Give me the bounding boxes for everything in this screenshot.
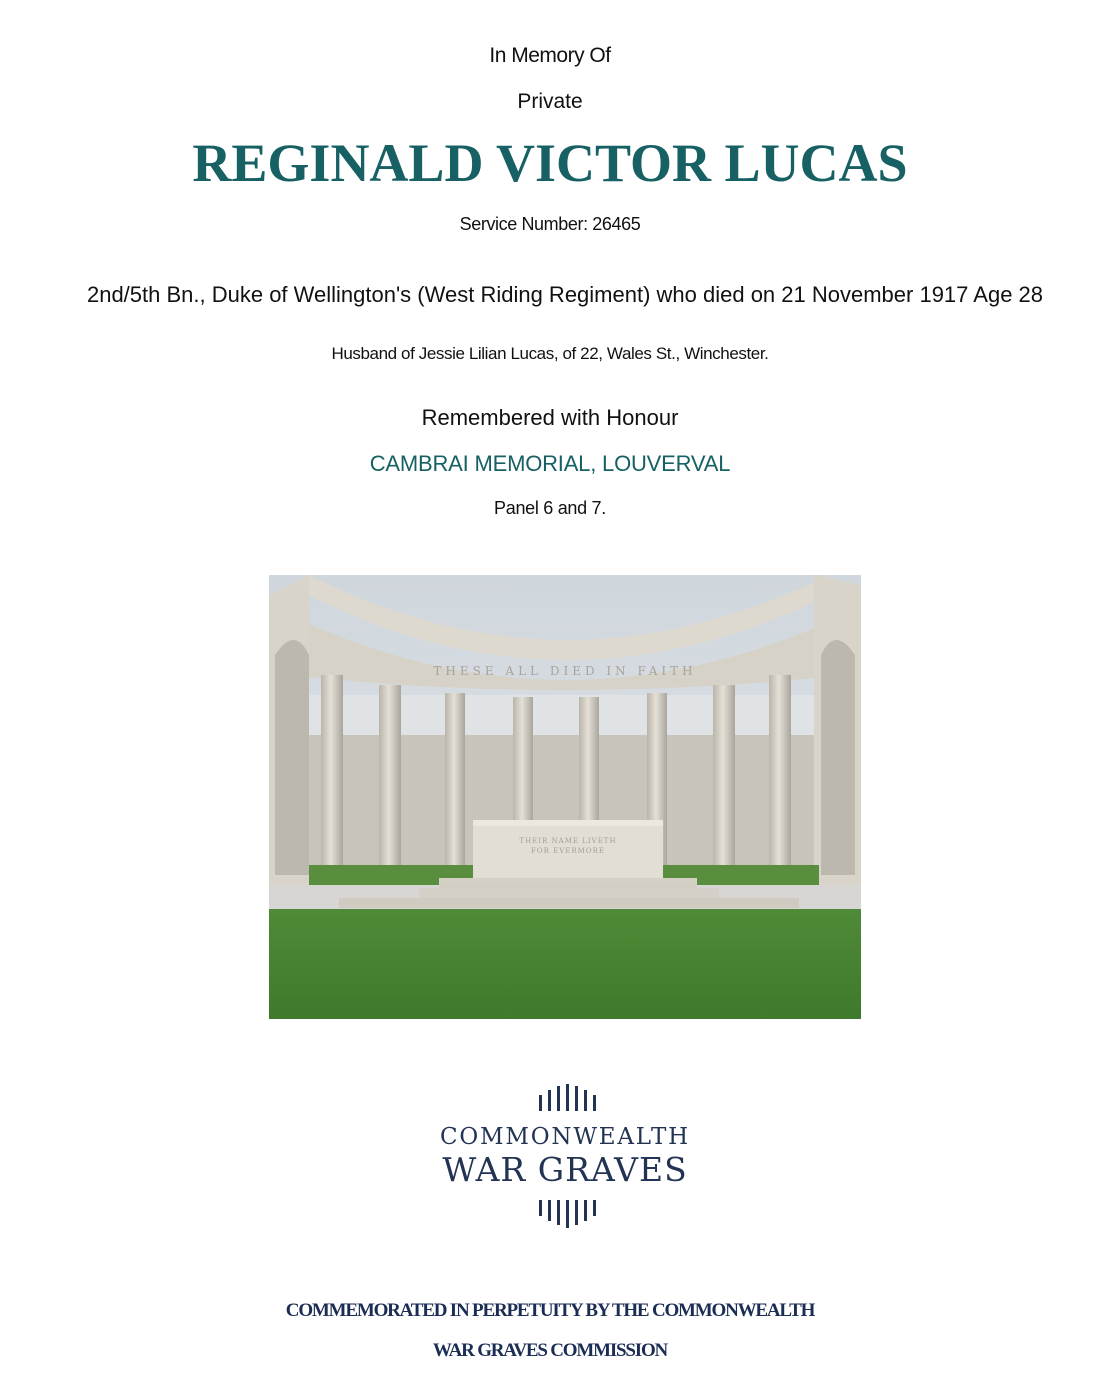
stone-inscription-2: FOR EVERMORE	[531, 847, 605, 855]
cwgc-logo	[400, 1080, 730, 1240]
panel-reference: Panel 6 and 7.	[494, 498, 606, 518]
logo-text-war-graves: WAR GRAVES	[442, 1150, 688, 1189]
memorial-photo	[269, 575, 861, 1019]
casualty-name: REGINALD VICTOR LUCAS	[192, 133, 908, 193]
footer-line-2: WAR GRAVES COMMISSION	[432, 1340, 668, 1361]
footer-line-1: COMMEMORATED IN PERPETUITY BY THE COMMONWEALTH	[285, 1300, 815, 1321]
service-number: Service Number: 26465	[459, 214, 641, 234]
logo-bottom-bars-icon	[539, 1200, 596, 1228]
intro-text: In Memory Of	[489, 44, 611, 67]
memorial-name: CAMBRAI MEMORIAL, LOUVERVAL	[369, 451, 731, 476]
family-relation: Husband of Jessie Lilian Lucas, of 22, Wales St., Winchester.	[331, 344, 769, 363]
remembered-text: Remembered with Honour	[421, 405, 679, 430]
unit-details: 2nd/5th Bn., Duke of Wellington's (West Riding Regiment) who died on 21 November 1917 Age 28	[86, 282, 1044, 307]
logo-top-bars-icon	[539, 1084, 596, 1111]
rank-text: Private	[517, 90, 583, 113]
logo-text-commonwealth: COMMONWEALTH	[440, 1124, 690, 1150]
stone-inscription-1: THEIR NAME LIVETH	[519, 837, 617, 845]
frieze-inscription: THESE ALL DIED IN FAITH	[433, 664, 697, 678]
